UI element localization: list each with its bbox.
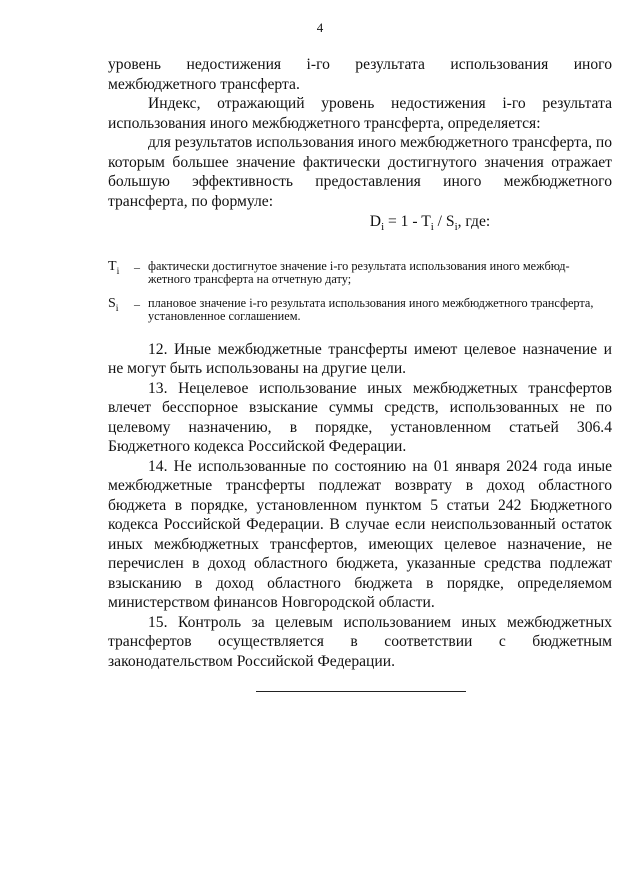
legend-description-s: плановое значение i-го результата использования иного межбюджетного трансферта, установленное соглашением. xyxy=(148,295,594,324)
clause-15: 15. Контроль за целевым использованием иных межбюджетных трансфертов осуществляется в соответствии с бюджетным законодательством Российской Федерации. xyxy=(108,613,612,670)
paragraph-index-definition: Индекс, отражающий уровень недостижения i-го результата использования иного межбюджетного трансферта, определяется: xyxy=(108,95,612,132)
legend-symbol-t: $T_i$ xyxy=(108,258,120,277)
formula-slash: / S xyxy=(433,213,455,230)
legend-description-t: фактически достигнутое значение i-го результата использования иного межбюд-жетного трансферта на отчетную дату; xyxy=(148,258,570,287)
end-separator-line xyxy=(256,691,466,692)
formula xyxy=(108,212,612,238)
page-number: 4 xyxy=(316,20,324,35)
clause-14: 14. Не использованные по состоянию на 01 января 2024 года иные межбюджетные трансферты подлежат возврату в доход областного бюджета в порядке, установленном пунктом 5 статьи 242 Бюджетного кодекса Российской Федерации. В случае если неиспользованный остаток иных межбюджетных трансфертов, имеющих целевое назначение, не перечислен в доход областного бюджета, указанные средства подлежат взысканию в доход областного бюджета в порядке, определяемом министерством финансов Новгородской области. xyxy=(108,457,612,612)
formula-lhs-sub: i xyxy=(381,221,385,234)
formula-s-sub: i xyxy=(454,221,458,234)
paragraph-formula-intro: для результатов использования иного межбюджетного трансферта, по которым большее значение фактически достигнутого значения отражает большую эффективность предоставления иного межбюджетного трансферта, по формуле: xyxy=(108,134,613,210)
paragraph-continuation: уровень недостижения i-го результата использования иного межбюджетного трансферта. xyxy=(108,56,612,93)
legend-dash: – xyxy=(134,259,140,274)
legend-dash: – xyxy=(134,296,140,311)
formula-legend xyxy=(108,260,612,324)
formula-lhs: D xyxy=(369,213,382,230)
formula-tail: , где: xyxy=(457,213,491,230)
formula-t-sub: i xyxy=(430,221,434,234)
document-body xyxy=(108,55,612,692)
legend-item-t xyxy=(108,260,612,287)
clause-12: 12. Иные межбюджетные трансферты имеют целевое назначение и не могут быть использованы на другие цели. xyxy=(108,340,612,378)
formula-eq: = 1 - T xyxy=(384,213,431,230)
clause-13: 13. Нецелевое использование иных межбюджетных трансфертов влечет бесспорное взыскание суммы средств, использованных не по целевому назначению, в порядке, установленном статьей 306.4 Бюджетного кодекса Российской Федерации. xyxy=(108,379,612,456)
legend-item-s xyxy=(108,297,612,324)
legend-symbol-s: $S_i$ xyxy=(108,295,119,314)
